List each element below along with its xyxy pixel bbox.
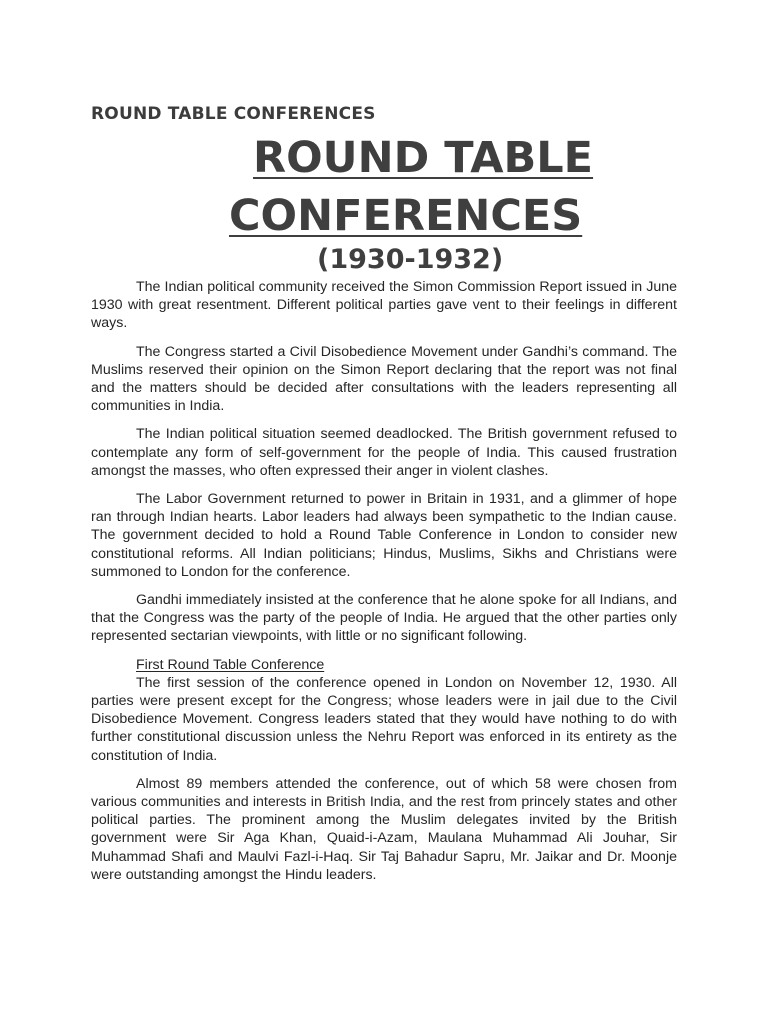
section-heading: First Round Table Conference: [136, 656, 325, 673]
paragraph: Almost 89 members attended the conference, out of which 58 were chosen from various communities and interests in British India, and the rest from princely states and other political parties. The prominent among the Muslim delegates invited by the British government were Sir Aga Khan, Quaid-i-Azam, Maulana Muhammad Ali Jouhar, Sir Muhammad Shafi and Maulvi Fazl-i-Haq. Sir Taj Bahadur Sapru, Mr. Jaikar and Dr. Moonje were outstanding amongst the Hindu leaders.: [91, 775, 677, 883]
paragraph: The Indian political community received the Simon Commission Report issued in June 1930 with great resentment. Different political parties gave vent to their feelings in different ways.: [91, 279, 677, 332]
paragraph: The first session of the conference opened in London on November 12, 1930. All parties were present except for the Congress; whose leaders were in jail due to the Civil Disobedience Movement. Congress leaders stated that they would have nothing to do with further constitutional discussion unless the Nehru Report was enforced in its entirety as the constitution of India.: [91, 674, 677, 764]
paragraph: Gandhi immediately insisted at the conference that he alone spoke for all Indians, and that the Congress was the party of the people of India. He argued that the other parties only represented sectarian viewpoints, with little or no significant following.: [91, 592, 677, 645]
title-line-2: CONFERENCES: [229, 191, 583, 241]
document-header: ROUND TABLE CONFERENCES: [91, 104, 376, 124]
paragraph: The Indian political situation seemed deadlocked. The British government refused to contemplate any form of self-government for the people of India. This caused frustration amongst the masses, who often expressed their anger in violent clashes.: [91, 426, 677, 479]
paragraph: The Congress started a Civil Disobedience Movement under Gandhi’s command. The Muslims reserved their opinion on the Simon Report declaring that the report was not final and the matters should be decided after consultations with the leaders representing all communities in India.: [91, 343, 677, 415]
title-line-1: ROUND TABLE: [253, 133, 594, 183]
title-years: (1930-1932): [317, 244, 504, 275]
paragraph: The Labor Government returned to power in Britain in 1931, and a glimmer of hope ran through Indian hearts. Labor leaders had always been sympathetic to the Indian cause. The government decided to hold a Round Table Conference in London to consider new constitutional reforms. All Indian politicians; Hindus, Muslims, Sikhs and Christians were summoned to London for the conference.: [91, 491, 677, 580]
document-body: [91, 278, 677, 894]
